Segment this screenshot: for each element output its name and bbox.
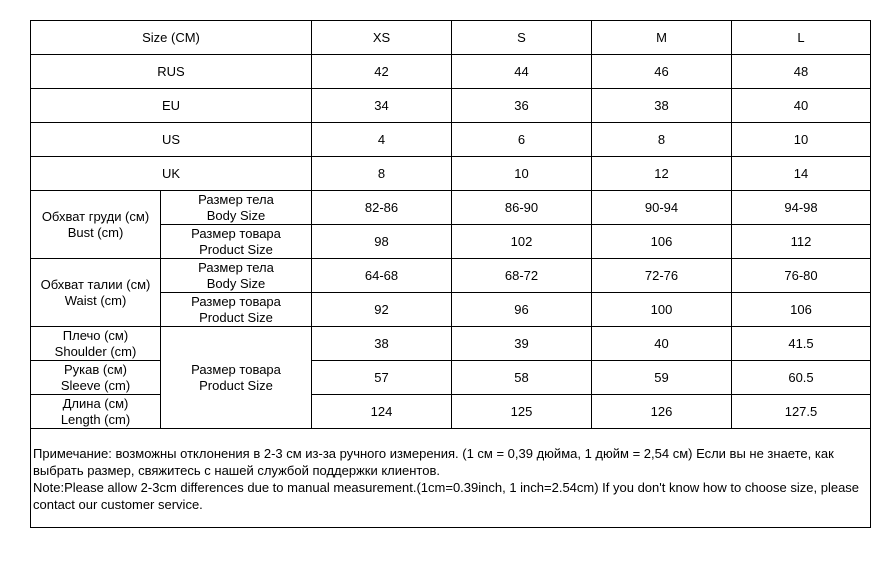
row-label-eu: EU <box>31 89 312 123</box>
row-label-sleeve <box>31 361 161 395</box>
table-cell: 82-86 <box>312 191 452 225</box>
table-cell: 106 <box>592 225 732 259</box>
table-cell: 8 <box>312 157 452 191</box>
table-cell: 38 <box>592 89 732 123</box>
table-cell: 76-80 <box>732 259 871 293</box>
size-header-l: L <box>732 21 871 55</box>
body-size-en: Body Size <box>206 275 266 291</box>
table-row-eu <box>31 89 871 123</box>
table-row-waist-body <box>31 259 871 293</box>
table-cell: 44 <box>452 55 592 89</box>
product-size-en: Product Size <box>199 241 273 257</box>
waist-label-en: Waist (cm) <box>64 292 127 308</box>
table-cell: 124 <box>312 395 452 429</box>
table-cell: 36 <box>452 89 592 123</box>
table-cell: 112 <box>732 225 871 259</box>
note-cell <box>31 429 871 528</box>
row-label-us: US <box>31 123 312 157</box>
product-size-en: Product Size <box>199 377 273 393</box>
table-cell: 90-94 <box>592 191 732 225</box>
table-cell: 12 <box>592 157 732 191</box>
note-row <box>31 429 871 528</box>
table-cell: 40 <box>732 89 871 123</box>
size-header-label: Size (CM) <box>31 21 312 55</box>
sleeve-label-ru: Рукав (см) <box>64 361 127 377</box>
row-label-uk: UK <box>31 157 312 191</box>
table-cell: 8 <box>592 123 732 157</box>
waist-label-ru: Обхват талии (см) <box>40 276 151 292</box>
table-cell: 46 <box>592 55 732 89</box>
table-row-shoulder <box>31 327 871 361</box>
length-label-en: Length (cm) <box>60 411 131 427</box>
table-cell: 40 <box>592 327 732 361</box>
size-header-xs: XS <box>312 21 452 55</box>
header-row <box>31 21 871 55</box>
row-label-shoulder <box>31 327 161 361</box>
table-cell: 100 <box>592 293 732 327</box>
table-cell: 42 <box>312 55 452 89</box>
table-cell: 10 <box>732 123 871 157</box>
sub-label-body-size <box>161 191 312 225</box>
body-size-ru: Размер тела <box>198 191 274 207</box>
shoulder-label-ru: Плечо (см) <box>62 327 129 343</box>
note-ru: Примечание: возможны отклонения в 2-3 см из-за ручного измерения. (1 см = 0,39 дюйма, 1 дюйм = 2,54 см) Если вы не знаете, как выбрать размер, свяжитесь с нашей службой поддержки клиентов. <box>33 446 834 478</box>
sub-label-product-size <box>161 225 312 259</box>
length-label-ru: Длина (см) <box>62 395 129 411</box>
shoulder-label-en: Shoulder (cm) <box>54 343 137 359</box>
table-cell: 86-90 <box>452 191 592 225</box>
table-cell: 4 <box>312 123 452 157</box>
table-cell: 10 <box>452 157 592 191</box>
table-cell: 39 <box>452 327 592 361</box>
sub-label-product-size-group <box>161 327 312 429</box>
table-cell: 125 <box>452 395 592 429</box>
table-row-bust-body <box>31 191 871 225</box>
size-header-s: S <box>452 21 592 55</box>
sleeve-label-en: Sleeve (cm) <box>60 377 131 393</box>
table-row-length <box>31 395 871 429</box>
table-cell: 94-98 <box>732 191 871 225</box>
note-en: Note:Please allow 2-3cm differences due to manual measurement.(1cm=0.39inch, 1 inch=2.54cm) If you don't know how to choose size, please contact our customer service. <box>33 480 860 512</box>
sub-label-product-size <box>161 293 312 327</box>
table-cell: 14 <box>732 157 871 191</box>
table-cell: 34 <box>312 89 452 123</box>
table-cell: 92 <box>312 293 452 327</box>
table-cell: 68-72 <box>452 259 592 293</box>
row-label-waist <box>31 259 161 327</box>
row-label-rus: RUS <box>31 55 312 89</box>
table-cell: 41.5 <box>732 327 871 361</box>
table-cell: 59 <box>592 361 732 395</box>
table-row-us <box>31 123 871 157</box>
table-cell: 64-68 <box>312 259 452 293</box>
body-size-en: Body Size <box>206 207 266 223</box>
table-row-rus <box>31 55 871 89</box>
body-size-ru: Размер тела <box>198 259 274 275</box>
size-chart-table <box>30 20 871 528</box>
bust-label-en: Bust (cm) <box>67 224 124 240</box>
table-row-uk <box>31 157 871 191</box>
table-cell: 98 <box>312 225 452 259</box>
table-row-sleeve <box>31 361 871 395</box>
sub-label-body-size <box>161 259 312 293</box>
product-size-en: Product Size <box>199 309 273 325</box>
table-cell: 6 <box>452 123 592 157</box>
table-cell: 102 <box>452 225 592 259</box>
table-cell: 127.5 <box>732 395 871 429</box>
table-cell: 126 <box>592 395 732 429</box>
row-label-bust <box>31 191 161 259</box>
table-cell: 38 <box>312 327 452 361</box>
table-cell: 60.5 <box>732 361 871 395</box>
size-header-m: M <box>592 21 732 55</box>
row-label-length <box>31 395 161 429</box>
table-cell: 72-76 <box>592 259 732 293</box>
product-size-ru: Размер товара <box>191 225 281 241</box>
product-size-ru: Размер товара <box>191 361 281 377</box>
bust-label-ru: Обхват груди (см) <box>41 208 150 224</box>
table-cell: 48 <box>732 55 871 89</box>
table-cell: 58 <box>452 361 592 395</box>
product-size-ru: Размер товара <box>191 293 281 309</box>
table-cell: 57 <box>312 361 452 395</box>
table-cell: 106 <box>732 293 871 327</box>
table-cell: 96 <box>452 293 592 327</box>
